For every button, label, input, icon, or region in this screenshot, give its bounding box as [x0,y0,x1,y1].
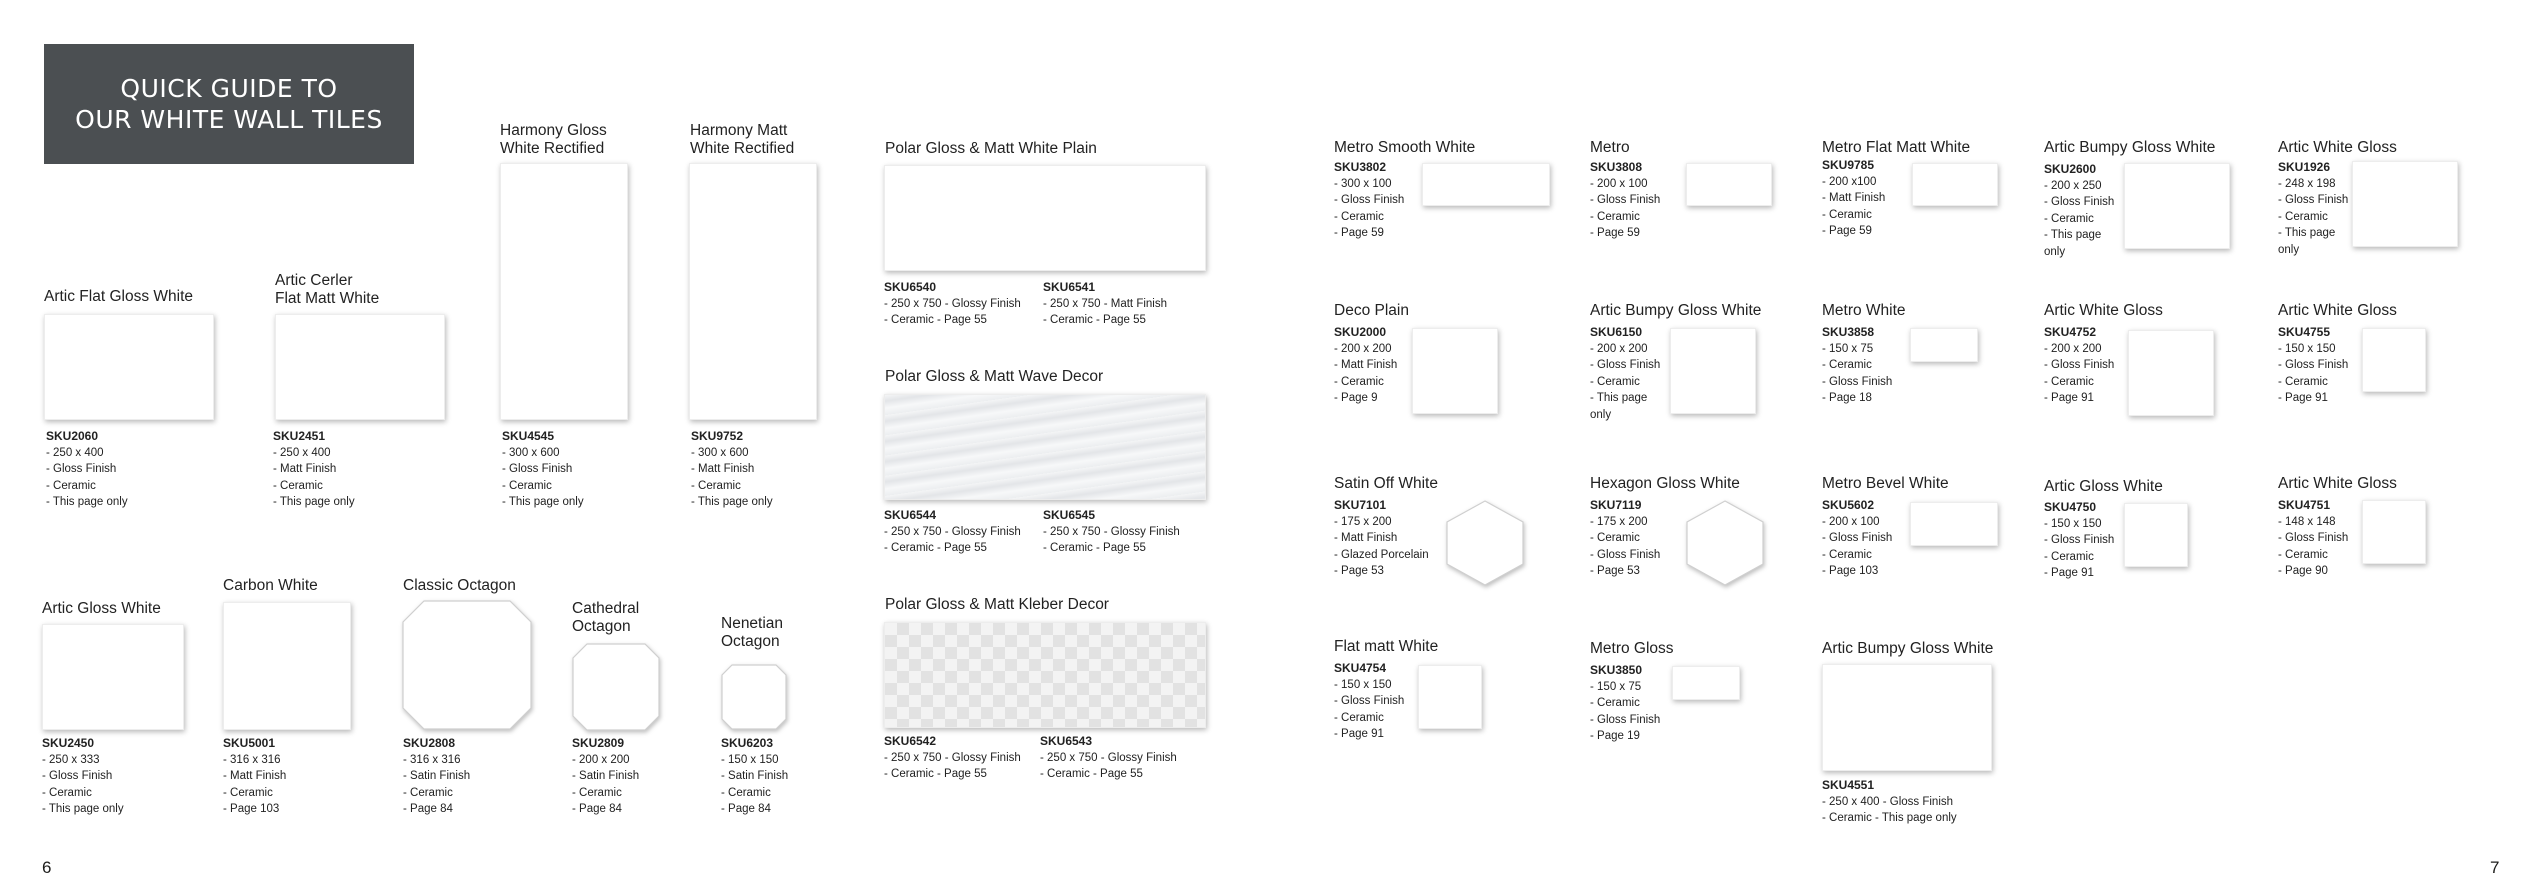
spec-line: - Page 91 [2278,392,2328,404]
title-line: Octagon [572,618,631,635]
banner-line-2: OUR WHITE WALL TILES [75,105,383,134]
spec-line: - 248 x 198 [2278,177,2336,190]
spec-line: - Gloss Finish [42,770,113,782]
sku-label: SKU3850 [1590,663,1643,677]
spec-line: - Page 84 [403,803,453,815]
product-title [500,122,607,158]
spec-line: - Page 59 [1334,227,1384,239]
spec-line: - Page 18 [1822,392,1872,404]
sku-label: SKU3808 [1590,160,1643,174]
product-title: Artic White Gloss [2278,302,2397,319]
product-spec [2278,159,2348,258]
spec-line: - 150 x 75 [1590,680,1642,693]
product-title: Artic Gloss White [42,600,161,617]
spec-line: - Page 91 [1334,728,1384,740]
spec-line: - Gloss Finish [1590,194,1661,206]
spec-line: - Ceramic [273,479,323,492]
sku-label: SKU5001 [223,736,276,750]
product-spec [1822,777,1957,827]
product-title: Polar Gloss & Matt Kleber Decor [885,596,1109,613]
spec-line: - Gloss Finish [2278,359,2349,371]
spec-line: - Matt Finish [691,463,755,475]
sku-label: SKU7101 [1334,498,1387,512]
product-spec [2044,324,2114,407]
sku-label: SKU6542 [884,734,937,748]
product-spec [1334,159,1404,242]
spec-line: - Ceramic - Page 55 [1043,542,1146,554]
spec-line: - Gloss Finish [1590,359,1661,371]
product-spec [46,428,128,511]
sku-label: SKU3802 [1334,160,1387,174]
spec-line: - This page only [42,803,124,815]
sku-label: SKU2060 [46,429,99,443]
tile-swatch [1910,502,1998,546]
spec-line: only [2278,243,2300,256]
sku-label: SKU4754 [1334,661,1387,675]
tile-swatch [1686,163,1772,206]
spec-line: - Satin Finish [403,770,471,782]
spec-line: - This page only [273,496,355,508]
sku-label: SKU6545 [1043,508,1096,522]
page-number: 6 [42,858,52,877]
product-spec [1590,662,1660,745]
title-line: Artic Cerler [275,272,353,289]
spec-line: - Ceramic [46,479,96,492]
tile-swatch [42,624,184,730]
spec-line: - Ceramic [223,786,273,799]
spec-line: - Page 53 [1334,565,1384,577]
title-line: Cathedral [572,600,640,617]
spec-line: - 250 x 750 - Glossy Finish [1040,751,1177,764]
tile-swatch [2362,328,2426,392]
sku-label: SKU2809 [572,736,625,750]
spec-line: - Gloss Finish [1590,713,1661,726]
product-spec [1334,497,1429,580]
spec-line: - This page [1590,392,1648,404]
tile-swatch [884,394,1206,500]
page-number: 7 [2490,858,2500,877]
spec-line: - Ceramic [1334,210,1384,223]
product-spec [1334,660,1404,743]
spec-line: - 250 x 750 - Glossy Finish [884,751,1021,764]
spec-line: - Ceramic [1590,375,1640,388]
product-spec [884,507,1021,557]
tile-swatch [2124,163,2230,249]
spec-line: - Page 53 [1590,565,1640,577]
product-spec [721,735,788,818]
spec-line: - 250 x 750 - Glossy Finish [1043,525,1180,538]
spec-line: - Satin Finish [721,770,789,782]
tile-swatch [2128,330,2214,416]
spec-line: - Page 91 [2044,392,2094,404]
spec-line: - 200 x 250 [2044,179,2102,192]
spec-line: - Ceramic [1590,697,1640,709]
spec-line: - Page 9 [1334,392,1378,404]
product-title: Carbon White [223,577,318,594]
spec-line: - Page 91 [2044,567,2094,579]
product-title [690,122,794,158]
spec-line: - Gloss Finish [2278,532,2349,544]
sku-label: SKU2808 [403,736,456,750]
spec-line: - 250 x 750 - Glossy Finish [884,297,1021,310]
spec-line: - Ceramic [2278,210,2328,223]
spec-line: - Gloss Finish [1822,375,1893,388]
spec-line: - Gloss Finish [46,463,117,475]
spec-line: - Ceramic [403,786,453,799]
spec-line: - 300 x 600 [691,446,749,459]
tile-swatch [500,163,628,420]
product-spec [1040,733,1177,783]
spec-line: - Page 84 [572,803,622,815]
sku-label: SKU4752 [2044,325,2097,339]
product-title: Deco Plain [1334,302,1409,319]
spec-line: - 250 x 333 [42,753,100,766]
spec-line: - 300 x 100 [1334,177,1392,190]
tile-swatch [2362,500,2426,564]
product-title: Flat matt White [1334,638,1439,655]
tile-swatch [1912,163,1998,206]
product-spec [1043,507,1180,557]
spec-line: - 250 x 750 - Matt Finish [1043,297,1167,310]
spec-line: - Page 103 [223,803,280,815]
spec-line: - This page only [502,496,584,508]
title-line: White Rectified [500,140,605,157]
product-spec [502,428,584,511]
spec-line: - This page only [691,496,773,508]
spec-line: - 200 x 200 [2044,342,2102,355]
spec-line: - 175 x 200 [1334,515,1392,528]
spec-line: - Page 84 [721,803,771,815]
product-spec [1590,497,1660,580]
tile-swatch [1670,328,1756,414]
spec-line: - 316 x 316 [403,753,461,766]
product-spec [403,735,470,818]
spec-line: - Ceramic - Page 55 [884,768,987,780]
spec-line: - Ceramic [1334,711,1384,724]
tile-swatch [1822,664,1992,771]
spec-line: - Ceramic - Page 55 [1043,314,1146,326]
product-spec [2278,324,2348,407]
title-line: Harmony Gloss [500,122,607,139]
spec-line: - 200 x 100 [1590,177,1648,190]
spec-line: - 150 x 150 [721,753,779,766]
product-title: Metro Gloss [1590,640,1674,657]
product-spec [2278,497,2348,580]
spec-line: - 148 x 148 [2278,515,2336,528]
product-title: Metro Bevel White [1822,475,1949,492]
spec-line: - This page [2044,229,2102,241]
spec-line: - 200 x 200 [1590,342,1648,355]
spec-line: - Ceramic [2278,548,2328,561]
spec-line: - Ceramic [1822,548,1872,561]
sku-label: SKU9752 [691,429,744,443]
spec-line: - 200 x 200 [1334,342,1392,355]
product-title: Artic White Gloss [2278,475,2397,492]
sku-label: SKU2451 [273,429,326,443]
product-title: Artic Bumpy Gloss White [1822,640,1994,657]
spec-line: - Matt Finish [1334,532,1398,544]
spec-line: - Ceramic [2044,375,2094,388]
spec-line: - Glazed Porcelain [1334,548,1429,561]
product-spec [1043,279,1167,329]
octagon-tile [572,643,660,731]
sku-label: SKU2600 [2044,162,2097,176]
sku-label: SKU2450 [42,736,95,750]
product-spec [223,735,286,818]
spec-line: - Ceramic [2044,550,2094,563]
spec-line: - Ceramic - Page 55 [884,542,987,554]
tile-swatch [1910,328,1978,362]
spec-line: - 316 x 316 [223,753,281,766]
hexagon-tile [1686,500,1764,586]
sku-label: SKU4750 [2044,500,2097,514]
spec-line: - 250 x 750 - Glossy Finish [884,525,1021,538]
product-title: Classic Octagon [403,577,516,594]
hexagon-tile [1446,500,1524,586]
spec-line: - Ceramic - This page only [1822,812,1957,824]
sku-label: SKU4755 [2278,325,2331,339]
spec-line: - Ceramic [1822,208,1872,221]
sku-label: SKU1926 [2278,160,2331,174]
spec-line: - Matt Finish [273,463,337,475]
product-spec [691,428,773,511]
sku-label: SKU6543 [1040,734,1093,748]
spec-line: - 175 x 200 [1590,515,1648,528]
spec-line: - 150 x 150 [1334,678,1392,691]
sku-label: SKU9785 [1822,158,1875,172]
product-title: Metro White [1822,302,1906,319]
guide-banner [44,44,414,164]
spec-line: - Gloss Finish [2044,359,2115,371]
spec-line: - Ceramic [572,786,622,799]
tile-swatch [1418,665,1482,729]
product-spec [1334,324,1397,407]
product-title: Artic Bumpy Gloss White [1590,302,1762,319]
product-spec [2044,499,2114,582]
product-spec [42,735,124,818]
product-title: Artic White Gloss [2044,302,2163,319]
spec-line: - Page 59 [1590,227,1640,239]
product-spec [884,733,1021,783]
spec-line: - This page [2278,227,2336,239]
sku-label: SKU4545 [502,429,555,443]
spec-line: - Ceramic [1334,375,1384,388]
tile-swatch [689,163,817,420]
sku-label: SKU6540 [884,280,937,294]
spec-line: - Ceramic [1590,210,1640,223]
spec-line: - Ceramic [502,479,552,492]
spec-line: - Ceramic [1590,532,1640,544]
product-spec [1590,159,1660,242]
tile-swatch [1412,328,1498,414]
spec-line: - Matt Finish [223,770,287,782]
product-spec [572,735,639,818]
product-spec [1590,324,1660,423]
sku-label: SKU4751 [2278,498,2331,512]
tile-swatch [884,165,1206,271]
product-title [275,272,379,308]
tile-swatch [2352,161,2458,247]
product-title: Polar Gloss & Matt Wave Decor [885,368,1104,385]
product-spec [273,428,355,511]
product-title: Metro Smooth White [1334,139,1476,156]
spec-line: - Page 19 [1590,730,1640,742]
title-line: White Rectified [690,140,795,157]
sku-label: SKU7119 [1590,498,1642,512]
product-title: Metro [1590,139,1630,156]
tile-swatch [223,602,351,730]
spec-line: - Page 90 [2278,565,2328,577]
spec-line: - 150 x 150 [2044,517,2102,530]
spec-line: - 150 x 150 [2278,342,2336,355]
spec-line: - Gloss Finish [2044,196,2115,208]
spec-line: - Ceramic [721,786,771,799]
spec-line: - Ceramic [2278,375,2328,388]
product-title: Artic Bumpy Gloss White [2044,139,2216,156]
sku-label: SKU6203 [721,736,774,750]
product-spec [1822,324,1892,407]
sku-label: SKU4551 [1822,778,1875,792]
title-line: Flat Matt White [275,290,380,307]
spec-line: - 250 x 400 [273,446,331,459]
sku-label: SKU6150 [1590,325,1643,339]
tile-swatch [275,314,445,420]
spec-line: - Ceramic - Page 55 [884,314,987,326]
product-spec [1822,157,1885,240]
spec-line: only [1590,408,1612,421]
spec-line: only [2044,245,2066,258]
spec-line: - 150 x 75 [1822,342,1874,355]
spec-line: - Ceramic [42,786,92,799]
product-spec [1822,497,1892,580]
spec-line: - Page 59 [1822,225,1872,237]
spec-line: - Gloss Finish [2044,534,2115,546]
octagon-tile [402,600,532,730]
product-title: Satin Off White [1334,475,1438,492]
title-line: Nenetian [721,615,784,632]
product-title [572,600,639,636]
spec-line: - Gloss Finish [1334,695,1405,707]
product-title: Artic White Gloss [2278,139,2397,156]
octagon-tile [721,664,787,730]
tile-swatch [884,622,1206,728]
sku-label: SKU5602 [1822,498,1875,512]
sku-label: SKU2000 [1334,325,1387,339]
spec-line: - 200 x 100 [1822,515,1880,528]
product-title: Artic Flat Gloss White [44,288,193,305]
spec-line: - Satin Finish [572,770,640,782]
product-title: Hexagon Gloss White [1590,475,1740,492]
spec-line: - This page only [46,496,128,508]
sku-label: SKU6541 [1043,280,1096,294]
spec-line: - 200 x100 [1822,175,1877,188]
sku-label: SKU6544 [884,508,937,522]
spec-line: - 300 x 600 [502,446,560,459]
spec-line: - Gloss Finish [2278,194,2349,206]
spec-line: - Ceramic [2044,212,2094,225]
banner-line-1: QUICK GUIDE TO [120,74,338,103]
spec-line: - Matt Finish [1334,359,1398,371]
tile-swatch [44,314,214,420]
spec-line: - 200 x 200 [572,753,630,766]
spec-line: - Gloss Finish [1334,194,1405,206]
product-title: Artic Gloss White [2044,478,2163,495]
product-title [721,615,783,651]
spec-line: - Page 103 [1822,565,1879,577]
spec-line: - Gloss Finish [1590,548,1661,561]
sku-label: SKU3858 [1822,325,1875,339]
product-spec [2044,161,2114,260]
product-title: Metro Flat Matt White [1822,139,1971,156]
spec-line: - Matt Finish [1822,192,1886,204]
spec-line: - Ceramic [691,479,741,492]
spec-line: - 250 x 400 - Gloss Finish [1822,795,1954,808]
product-title: Polar Gloss & Matt White Plain [885,140,1097,157]
spec-line: - Gloss Finish [502,463,573,475]
product-spec [884,279,1021,329]
tile-swatch [1672,666,1740,700]
tile-swatch [2124,503,2188,567]
spec-line: - Ceramic [1822,359,1872,371]
title-line: Harmony Matt [690,122,788,139]
spec-line: - Gloss Finish [1822,532,1893,544]
spec-line: - 250 x 400 [46,446,104,459]
tile-swatch [1422,163,1550,206]
title-line: Octagon [721,633,780,650]
spec-line: - Ceramic - Page 55 [1040,768,1143,780]
